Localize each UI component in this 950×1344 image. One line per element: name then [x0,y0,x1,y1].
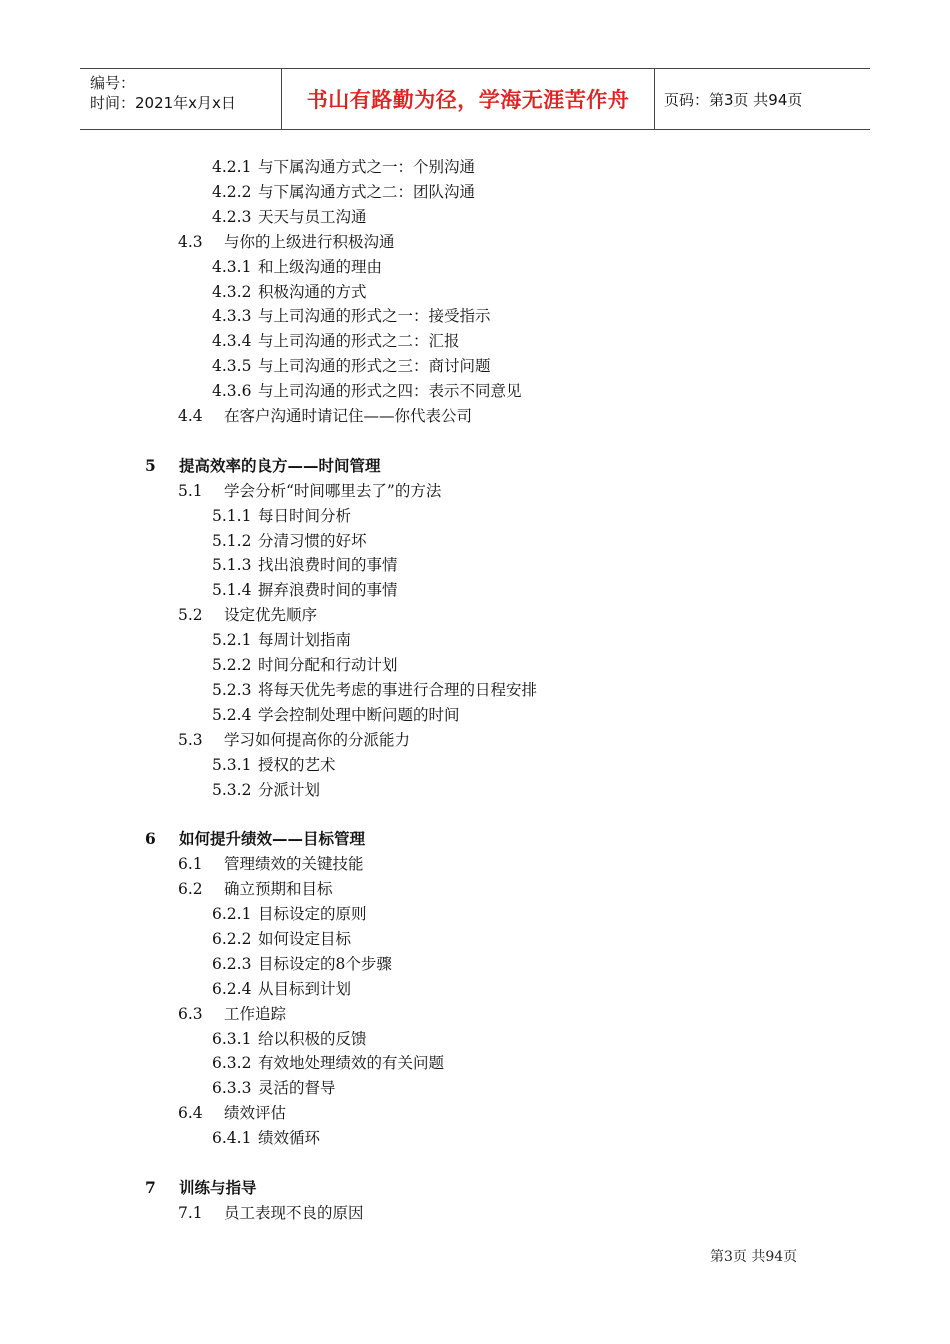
toc-entry-title: 训练与指导 [179,1178,257,1197]
toc-entry-title: 如何提升绩效——目标管理 [179,830,366,849]
toc-entry-number: 5.2.4 [212,705,252,724]
toc-entry-number: 4.2.2 [212,182,252,201]
toc-entry [212,255,382,279]
toc-entry [212,1051,444,1075]
toc-entry-title: 在客户沟通时请记住——你代表公司 [224,407,473,425]
toc-entry [178,479,441,503]
date-label: 时间：2021年x月x日 [90,94,236,112]
toc-entry [212,703,460,727]
toc-entry-number: 4.2.3 [212,207,252,226]
toc-entry [212,205,367,229]
toc-entry [212,977,351,1001]
toc-entry-number: 6.2 [178,880,203,899]
toc-entry [212,379,522,403]
toc-entry-number: 4.2.1 [212,158,252,176]
toc-entry [212,628,351,652]
toc-entry [212,553,398,577]
toc-entry-number: 7 [145,1177,156,1197]
code-label: 编号： [90,74,136,92]
toc-entry [178,1101,286,1125]
toc-entry [212,1027,367,1051]
toc-entry [212,678,537,702]
toc-entry-number: 5.1.3 [212,556,252,575]
toc-entry-number: 6 [145,829,156,849]
toc-entry [212,504,351,528]
toc-entry-number: 6.4.1 [212,1129,252,1148]
toc-entry [212,753,336,777]
toc-entry-number: 5.1 [178,481,203,500]
toc-entry-title: 授权的艺术 [258,755,336,774]
toc-entry-number: 6.2.3 [212,954,252,973]
toc-entry-number: 5.3.1 [212,755,252,774]
toc-entry-number: 6.2.4 [212,979,252,998]
toc-entry-title: 管理绩效的关键技能 [224,855,364,874]
toc-entry [178,404,472,428]
toc-entry-title: 摒弃浪费时间的事情 [258,581,398,600]
toc-entry-title: 将每天优先考虑的事进行合理的日程安排 [258,680,538,699]
toc-entry-number: 5.1.4 [212,581,252,600]
toc-entry-number: 4.3.5 [212,357,252,376]
toc-entry-title: 目标设定的原则 [258,905,367,923]
toc-entry-title: 每日时间分析 [258,506,352,525]
toc-entry [178,603,317,627]
toc-entry-number: 6.3 [178,1004,203,1023]
toc-entry [178,877,333,901]
toc-entry-number: 5.1.1 [212,506,252,525]
toc-entry-title: 与下属沟通方式之一：个别沟通 [258,158,476,176]
toc-entry-number: 6.4 [178,1104,203,1123]
toc-entry [212,180,475,204]
toc-entry [212,1126,320,1150]
toc-entry-title: 与上司沟通的形式之二：汇报 [258,332,460,351]
toc-entry-number: 5.3 [178,730,203,749]
toc-entry-title: 灵活的督导 [258,1079,336,1098]
toc-entry-number: 4.3.6 [212,382,252,401]
toc-entry [178,852,364,876]
toc-entry-number: 5.2.1 [212,631,252,650]
toc-entry-number: 6.3.3 [212,1079,252,1098]
toc-entry-title: 和上级沟通的理由 [258,257,383,276]
toc-entry [145,827,365,851]
toc-entry [145,454,381,478]
toc-entry-number: 4.4 [178,407,203,425]
toc-entry-number: 6.1 [178,855,203,874]
toc-entry-title: 从目标到计划 [258,979,352,998]
page-footer: 第3页 共94页 [710,1249,798,1265]
toc-entry-number: 6.3.2 [212,1054,252,1073]
toc-entry-title: 分派计划 [258,780,321,799]
toc-entry-title: 有效地处理绩效的有关问题 [258,1054,445,1073]
toc-entry-title: 找出浪费时间的事情 [258,556,398,575]
toc-entry-number: 4.3.1 [212,257,252,276]
toc-entry-number: 5.3.2 [212,780,252,799]
toc-entry-title: 设定优先顺序 [224,606,318,625]
toc-entry-title: 绩效评估 [224,1104,287,1123]
toc-entry [212,653,398,677]
header-page-info: 页码：第3页 共94页 [664,90,803,109]
toc-entry-title: 工作追踪 [224,1004,287,1023]
header-meta [90,73,280,113]
toc-entry [212,329,460,353]
toc-entry-title: 时间分配和行动计划 [258,656,398,674]
toc-entry-title: 每周计划指南 [258,631,352,650]
toc-entry-number: 6.2.2 [212,929,252,948]
toc-entry-number: 4.3.4 [212,332,252,351]
toc-entry-number: 5.2 [178,606,203,625]
toc-entry-title: 积极沟通的方式 [258,282,367,301]
toc-entry-title: 与你的上级进行积极沟通 [224,232,395,251]
toc-entry-number: 4.3 [178,232,203,251]
toc-entry [145,1176,257,1200]
toc-entry-number: 5.1.2 [212,531,252,550]
toc-entry-title: 与上司沟通的形式之一：接受指示 [258,307,491,326]
toc-entry-number: 5.2.3 [212,680,252,699]
toc-entry [212,1076,336,1100]
toc-entry [212,354,491,378]
toc-entry-title: 提高效率的良方——时间管理 [179,456,381,475]
toc-entry-number: 4.3.2 [212,282,252,301]
toc-entry [212,778,320,802]
toc-entry-title: 学习如何提高你的分派能力 [224,730,411,749]
toc-entry [178,230,395,254]
toc-entry-title: 确立预期和目标 [224,880,333,899]
toc-entry-title: 学会控制处理中断问题的时间 [258,705,460,724]
toc-entry-title: 与下属沟通方式之二：团队沟通 [258,182,476,201]
toc-entry-title: 与上司沟通的形式之四：表示不同意见 [258,382,522,401]
toc-entry-title: 目标设定的8个步骤 [258,954,392,973]
toc-entry [178,728,410,752]
toc-entry [212,578,398,602]
toc-entry-title: 分清习惯的好坏 [258,531,367,550]
toc-entry [212,902,367,926]
toc-entry-number: 6.2.1 [212,905,252,923]
toc-entry-number: 7.1 [178,1203,203,1222]
toc-entry-title: 绩效循环 [258,1129,321,1148]
toc-entry-number: 6.3.1 [212,1029,252,1048]
header-slogan: 书山有路勤为径，学海无涯苦作舟 [306,88,630,112]
toc-entry [212,529,367,553]
toc-entry [212,927,351,951]
toc-entry-title: 天天与员工沟通 [258,207,367,226]
page-header [80,68,870,130]
toc-entry-title: 学会分析“时间哪里去了”的方法 [224,481,442,500]
toc-entry-number: 5.2.2 [212,656,252,674]
toc-entry-title: 与上司沟通的形式之三：商讨问题 [258,357,491,376]
toc-entry-number: 4.3.3 [212,307,252,326]
toc-entry-number: 5 [145,455,156,475]
toc-entry-title: 员工表现不良的原因 [224,1203,364,1222]
header-divider [654,69,655,129]
toc-entry-title: 给以积极的反馈 [258,1029,367,1048]
toc-entry-title: 如何设定目标 [258,929,352,948]
toc-entry [212,155,475,179]
toc-entry [212,304,491,328]
toc-entry [212,280,367,304]
toc-entry [178,1002,286,1026]
toc-entry [212,952,392,976]
toc-entry [178,1201,364,1225]
